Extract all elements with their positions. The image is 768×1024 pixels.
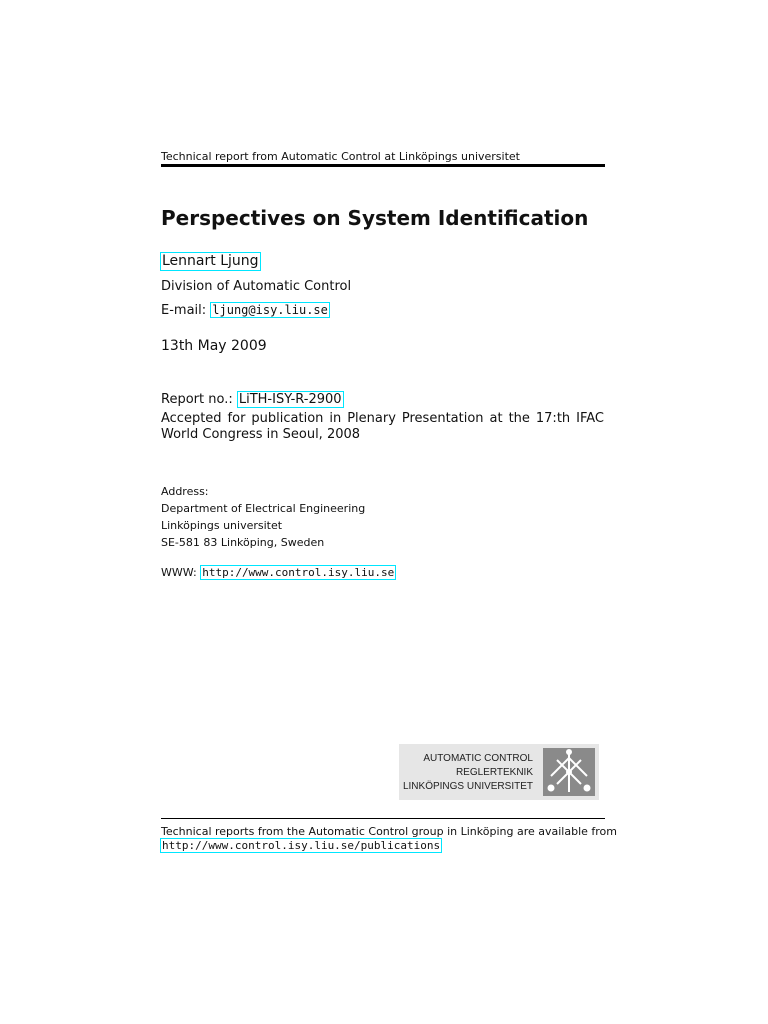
address-label: Address: [161, 485, 209, 498]
footer-note: Technical reports from the Automatic Control group in Linköping are available from [161, 825, 617, 838]
www-row [161, 566, 396, 579]
acceptance-note: Accepted for publication in Plenary Presentation at the 17:th IFAC World Congress in Seoul, 2008 [161, 411, 604, 442]
report-series-line: Technical report from Automatic Control at Linköpings universitet [161, 150, 520, 163]
department-logo [399, 744, 599, 800]
page-title: Perspectives on System Identification [161, 206, 589, 230]
address-line: SE-581 83 Linköping, Sweden [161, 536, 325, 549]
publications-link [160, 839, 442, 852]
www-link[interactable]: http://www.control.isy.liu.se [202, 566, 395, 579]
address-line: Linköpings universitet [161, 519, 283, 532]
author-link[interactable]: Lennart Ljung [162, 253, 259, 269]
report-number-row [161, 392, 344, 407]
logo-line: AUTOMATIC CONTROL [423, 753, 533, 764]
email-label: E-mail: [161, 303, 207, 318]
email-link[interactable]: ljung@isy.liu.se [212, 303, 328, 317]
report-number-label: Report no.: [161, 392, 233, 407]
email-row [161, 303, 330, 318]
logo-line: LINKÖPINGS UNIVERSITET [402, 781, 533, 792]
logo-text [403, 752, 533, 794]
logo-line: REGLERTEKNIK [455, 767, 533, 778]
author-division: Division of Automatic Control [161, 279, 352, 294]
address-block [161, 483, 365, 551]
footer-rule [161, 818, 605, 819]
publications-url[interactable]: http://www.control.isy.liu.se/publications [162, 839, 441, 852]
report-number-link[interactable]: LiTH-ISY-R-2900 [238, 392, 342, 407]
www-label: WWW: [161, 566, 197, 579]
header-rule [161, 164, 605, 167]
report-date: 13th May 2009 [161, 338, 267, 354]
division-emblem-icon [543, 748, 595, 796]
address-line: Department of Electrical Engineering [161, 502, 366, 515]
